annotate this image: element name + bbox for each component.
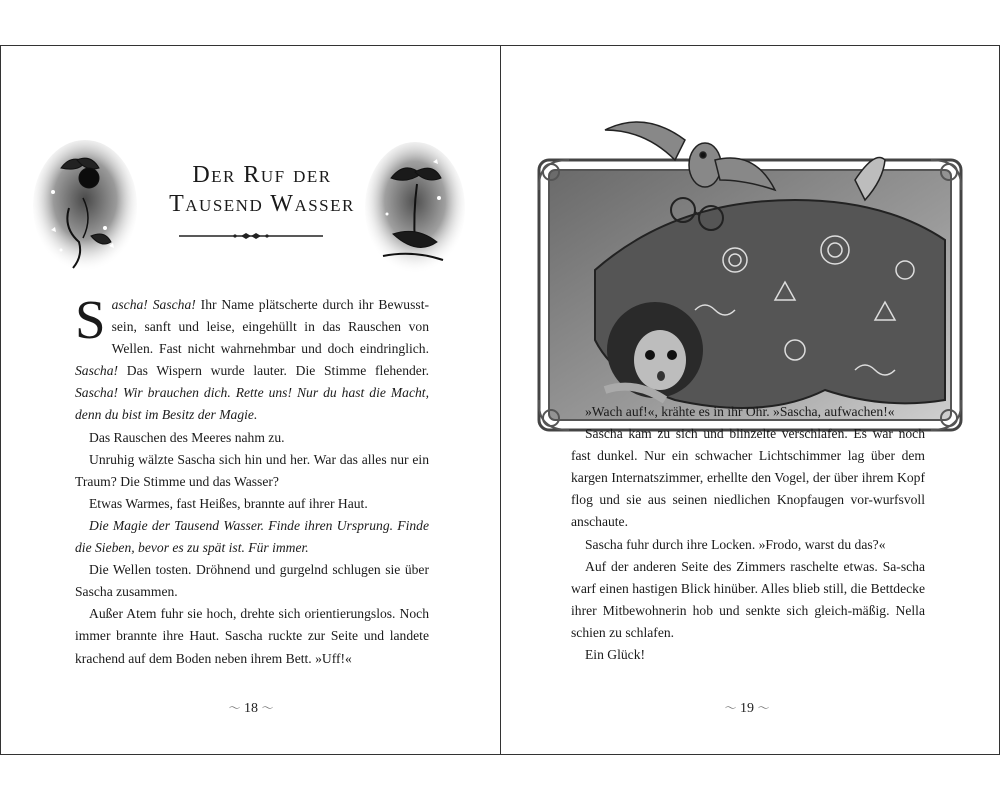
page-number-left [211,699,291,717]
paragraph: Sascha fuhr durch ihre Locken. »Frodo, warst du das?« [585,536,886,552]
paragraph: Unruhig wälzte Sascha sich hin und her. War das alles nur ein Traum? Die Stimme und das Wasser? [75,451,429,489]
paragraph: Auf der anderen Seite des Zimmers raschelte etwas. Sa-scha warf einen hastigen Blick hinüber. Alles blieb still, die Bettdecke ihrer Mitbewohnerin hob und senkte sich gleich-mäßig. Nella schien zu schlafen. [571,558,925,640]
text-span: Sascha! [75,363,119,379]
paragraph: Ein Glück! [585,647,646,663]
paragraph: Außer Atem fuhr sie hoch, drehte sich orientierungslos. Noch immer brannte ihre Haut. Sascha ruckte zur Seite und landete krachend auf dem Boden neben ihrem Bett. »Uff!« [75,606,429,666]
drop-cap: S [75,289,106,350]
floral-ornament-left [31,138,139,278]
chapter-title [131,161,393,219]
floral-ornament-right [363,138,467,278]
left-page-text [75,289,429,670]
title-divider-ornament [179,232,323,240]
right-page-text [571,401,925,666]
book-spread [0,45,1000,755]
chapter-illustration [535,70,965,434]
paragraph: »Wach auf!«, krähte es in ihr Ohr. »Sascha, aufwachen!« [585,404,895,419]
folio-flourish: 〜 [228,701,241,715]
page-number: 19 [740,701,754,716]
chapter-title-line-2: Tausend Wasser [169,191,355,217]
paragraph [75,289,429,427]
paragraph: Etwas Warmes, fast Heißes, brannte auf ihrer Haut. [89,495,368,511]
left-page [0,46,501,754]
folio-flourish: 〜 [261,701,274,715]
paragraph: Die Magie der Tausend Wasser. Finde ihren Ursprung. Finde die Sieben, bevor es zu spät ist. Für immer. [75,517,429,556]
folio-flourish: 〜 [757,701,770,715]
chapter-title-line-1: Der Ruf der [192,162,332,188]
page-number: 18 [244,701,258,716]
paragraph: Das Rauschen des Meeres nahm zu. [89,429,285,445]
page-number-right [707,699,787,717]
paragraph: Sascha kam zu sich und blinzelte verschlafen. Es war noch fast dunkel. Nur ein schwacher Lichtschimmer lag über dem kargen Internatszimmer, erhellte den Vogel, der über ihrem Kopf flog und sie aus seinen niedlichen Knopfaugen vor-wurfsvoll anschaute. [571,426,925,530]
text-span: Sascha! Wir brauchen dich. Rette uns! Nur du hast die Macht, denn du bist im Besitz der Magie. [75,385,429,423]
text-span: Das Wispern wurde lauter. Die Stimme flehender. [118,363,429,379]
paragraph: Die Wellen tosten. Dröhnend und gurgelnd schlugen sie über Sascha zusammen. [75,562,429,600]
text-span: ascha! Sascha! [111,297,196,312]
folio-flourish: 〜 [724,701,737,715]
text-span: Ihr Name plätscherte durch ihr Bewusst-sein, sanft und leise, eingehüllt in das Rauschen von Wellen. Fast nicht wahrnehmbar und doch eindringlich. [111,297,429,357]
